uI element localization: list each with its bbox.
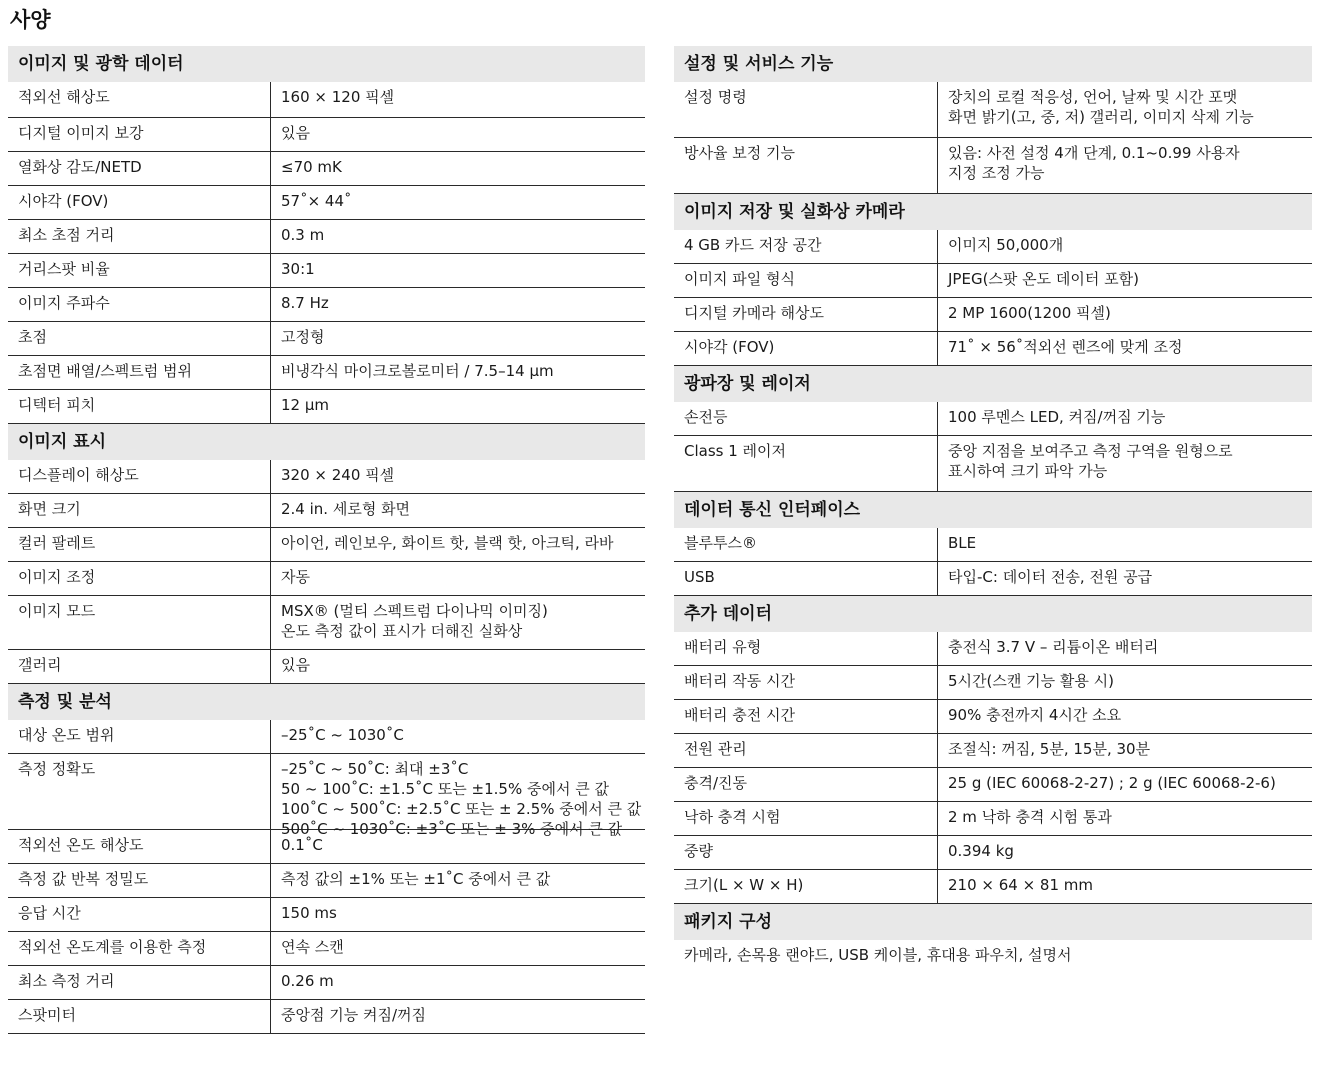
spec-value-line: 비냉각식 마이크로볼로미터 / 7.5–14 µm xyxy=(281,362,554,380)
spec-value xyxy=(938,632,1312,665)
spec-row xyxy=(674,734,1312,768)
spec-value xyxy=(271,288,645,321)
spec-row xyxy=(8,356,645,390)
spec-value-line: ≤70 mK xyxy=(281,158,342,176)
spec-row xyxy=(8,118,645,152)
spec-value-line: 온도 측정 값이 표시가 더해진 실화상 xyxy=(281,622,523,640)
spec-label: 이미지 조정 xyxy=(8,562,271,595)
spec-value-line: 25 g (IEC 60068-2-27) ; 2 g (IEC 60068-2-6) xyxy=(948,774,1276,792)
spec-value xyxy=(271,118,645,151)
spec-label: 이미지 모드 xyxy=(8,596,271,649)
spec-row xyxy=(8,932,645,966)
spec-value-line: 조절식: 꺼짐, 5분, 15분, 30분 xyxy=(948,740,1151,758)
spec-value xyxy=(938,402,1312,435)
spec-row xyxy=(674,562,1312,596)
spec-row xyxy=(674,298,1312,332)
spec-value-line: 5시간(스캔 기능 활용 시) xyxy=(948,672,1114,690)
spec-value-line: 0.3 m xyxy=(281,226,325,244)
spec-row xyxy=(8,254,645,288)
spec-row xyxy=(8,82,645,118)
spec-value xyxy=(938,82,1312,137)
spec-value-line: 충전식 3.7 V – 리튬이온 배터리 xyxy=(948,638,1159,656)
spec-value xyxy=(938,264,1312,297)
spec-label: 갤러리 xyxy=(8,650,271,683)
spec-value-line: 장치의 로컬 적응성, 언어, 날짜 및 시간 포맷 xyxy=(948,88,1238,106)
spec-value-line: –25˚C ~ 1030˚C xyxy=(281,726,404,744)
spec-row xyxy=(8,390,645,424)
spec-value-line: 2 m 낙하 충격 시험 통과 xyxy=(948,808,1112,826)
spec-row xyxy=(8,830,645,864)
spec-label: 방사율 보정 기능 xyxy=(674,138,938,193)
spec-label: 이미지 파일 형식 xyxy=(674,264,938,297)
spec-label: 적외선 온도계를 이용한 측정 xyxy=(8,932,271,965)
spec-value xyxy=(271,720,645,753)
section-header: 설정 및 서비스 기능 xyxy=(674,46,1312,82)
section-header: 이미지 저장 및 실화상 카메라 xyxy=(674,194,1312,230)
spec-value-line: 있음 xyxy=(281,656,310,674)
spec-row xyxy=(8,650,645,684)
spec-row xyxy=(8,966,645,1000)
spec-row xyxy=(8,460,645,494)
spec-row xyxy=(674,768,1312,802)
spec-value xyxy=(271,596,645,649)
spec-value-line: 자동 xyxy=(281,568,310,586)
spec-value-line: 있음 xyxy=(281,124,310,142)
spec-label: 시야각 (FOV) xyxy=(674,332,938,365)
spec-value-line: 표시하여 크기 파악 가능 xyxy=(948,462,1108,480)
spec-row xyxy=(8,898,645,932)
spec-row xyxy=(8,288,645,322)
spec-value-line: 0.394 kg xyxy=(948,842,1014,860)
spec-row xyxy=(674,836,1312,870)
spec-value xyxy=(271,932,645,965)
spec-value-line: 320 × 240 픽셀 xyxy=(281,466,395,484)
spec-row xyxy=(674,402,1312,436)
spec-value-line: 100 루멘스 LED, 켜짐/꺼짐 기능 xyxy=(948,408,1166,426)
spec-value-line: 연속 스캔 xyxy=(281,938,344,956)
spec-label: 크기(L × W × H) xyxy=(674,870,938,903)
spec-value-line: 30:1 xyxy=(281,260,315,278)
spec-row xyxy=(674,700,1312,734)
spec-value xyxy=(938,436,1312,491)
spec-row xyxy=(674,802,1312,836)
spec-value-line: 중앙 지점을 보여주고 측정 구역을 원형으로 xyxy=(948,442,1233,460)
spec-value-line: 50 ~ 100˚C: ±1.5˚C 또는 ±1.5% 중에서 큰 값 xyxy=(281,780,609,798)
section-header: 측정 및 분석 xyxy=(8,684,645,720)
spec-row xyxy=(674,332,1312,366)
spec-label: 중량 xyxy=(674,836,938,869)
spec-label: 스팟미터 xyxy=(8,1000,271,1033)
spec-label: 충격/진동 xyxy=(674,768,938,801)
spec-label: 최소 측정 거리 xyxy=(8,966,271,999)
spec-label: 응답 시간 xyxy=(8,898,271,931)
package-contents: 카메라, 손목용 랜야드, USB 케이블, 휴대용 파우치, 설명서 xyxy=(684,946,1072,964)
spec-value xyxy=(938,230,1312,263)
spec-label: 대상 온도 범위 xyxy=(8,720,271,753)
spec-value-line: 2 MP 1600(1200 픽셀) xyxy=(948,304,1111,322)
spec-value-line: 160 × 120 픽셀 xyxy=(281,88,395,106)
spec-row xyxy=(674,264,1312,298)
spec-value xyxy=(271,186,645,219)
spec-value-line: 12 µm xyxy=(281,396,330,414)
spec-row xyxy=(8,494,645,528)
spec-value-line: 2.4 in. 세로형 화면 xyxy=(281,500,411,518)
spec-value-line: 90% 충전까지 4시간 소요 xyxy=(948,706,1122,724)
spec-row xyxy=(8,528,645,562)
spec-row xyxy=(8,720,645,754)
spec-value xyxy=(271,864,645,897)
spec-label: 디지털 이미지 보강 xyxy=(8,118,271,151)
spec-label: Class 1 레이저 xyxy=(674,436,938,491)
spec-value xyxy=(938,666,1312,699)
spec-value-line: 타입-C: 데이터 전송, 전원 공급 xyxy=(948,568,1153,586)
spec-label: 적외선 온도 해상도 xyxy=(8,830,271,863)
spec-value xyxy=(271,1000,645,1033)
spec-row xyxy=(8,186,645,220)
section-header: 데이터 통신 인터페이스 xyxy=(674,492,1312,528)
spec-value xyxy=(271,650,645,683)
spec-value xyxy=(938,734,1312,767)
spec-value-line: 화면 밝기(고, 중, 저) 갤러리, 이미지 삭제 기능 xyxy=(948,108,1254,126)
spec-value xyxy=(938,768,1312,801)
spec-label: 디텍터 피치 xyxy=(8,390,271,423)
spec-label: 손전등 xyxy=(674,402,938,435)
spec-label: 컬러 팔레트 xyxy=(8,528,271,561)
spec-row xyxy=(674,138,1312,194)
spec-value-line: 500˚C ~ 1030˚C: ±3˚C 또는 ± 3% 중에서 큰 값 xyxy=(281,820,623,838)
spec-label: USB xyxy=(674,562,938,595)
spec-value-line: 고정형 xyxy=(281,328,325,346)
spec-label: 시야각 (FOV) xyxy=(8,186,271,219)
spec-value xyxy=(271,322,645,355)
spec-value-line: BLE xyxy=(948,534,977,552)
section-header: 이미지 및 광학 데이터 xyxy=(8,46,645,82)
spec-row xyxy=(8,1000,645,1034)
spec-value xyxy=(271,494,645,527)
spec-value xyxy=(271,528,645,561)
spec-value xyxy=(938,528,1312,561)
spec-row xyxy=(674,632,1312,666)
spec-label: 초점면 배열/스펙트럼 범위 xyxy=(8,356,271,389)
spec-label: 초점 xyxy=(8,322,271,355)
spec-value xyxy=(938,332,1312,365)
spec-value xyxy=(271,356,645,389)
spec-value-line: 210 × 64 × 81 mm xyxy=(948,876,1094,894)
spec-value-line: 중앙점 기능 켜짐/꺼짐 xyxy=(281,1006,427,1024)
spec-label: 낙하 충격 시험 xyxy=(674,802,938,835)
spec-label: 전원 관리 xyxy=(674,734,938,767)
section-header: 이미지 표시 xyxy=(8,424,645,460)
spec-label: 블루투스® xyxy=(674,528,938,561)
spec-label: 화면 크기 xyxy=(8,494,271,527)
spec-value-line: JPEG(스팟 온도 데이터 포함) xyxy=(948,270,1139,288)
spec-value-line: 지정 조정 가능 xyxy=(948,164,1045,182)
spec-value-line: 71˚ × 56˚적외선 렌즈에 맞게 조정 xyxy=(948,338,1183,356)
spec-row xyxy=(674,870,1312,904)
spec-value xyxy=(938,562,1312,595)
spec-label: 배터리 충전 시간 xyxy=(674,700,938,733)
section-header-package: 패키지 구성 xyxy=(674,904,1312,940)
spec-value-line: 100˚C ~ 500˚C: ±2.5˚C 또는 ± 2.5% 중에서 큰 값 xyxy=(281,800,642,818)
spec-row xyxy=(8,562,645,596)
spec-value xyxy=(271,966,645,999)
section-header: 추가 데이터 xyxy=(674,596,1312,632)
spec-label: 거리스팟 비율 xyxy=(8,254,271,287)
spec-row xyxy=(8,322,645,356)
spec-label: 배터리 작동 시간 xyxy=(674,666,938,699)
page-title: 사양 xyxy=(10,8,51,32)
spec-value-line: 150 ms xyxy=(281,904,337,922)
spec-label: 측정 값 반복 정밀도 xyxy=(8,864,271,897)
spec-label: 열화상 감도/NETD xyxy=(8,152,271,185)
spec-row xyxy=(8,220,645,254)
spec-value-line: 아이언, 레인보우, 화이트 핫, 블랙 핫, 아크틱, 라바 xyxy=(281,534,614,552)
spec-label: 적외선 해상도 xyxy=(8,82,271,117)
spec-value-line: 57˚× 44˚ xyxy=(281,192,352,210)
spec-row xyxy=(674,82,1312,138)
spec-label: 배터리 유형 xyxy=(674,632,938,665)
spec-row xyxy=(674,528,1312,562)
spec-value xyxy=(271,152,645,185)
spec-label: 디지털 카메라 해상도 xyxy=(674,298,938,331)
spec-value-line: 0.26 m xyxy=(281,972,334,990)
spec-row xyxy=(8,754,645,838)
spec-value xyxy=(271,830,645,863)
spec-row xyxy=(8,864,645,898)
spec-value-line: 이미지 50,000개 xyxy=(948,236,1064,254)
spec-value-line: 측정 값의 ±1% 또는 ±1˚C 중에서 큰 값 xyxy=(281,870,551,888)
spec-value xyxy=(271,390,645,423)
spec-value xyxy=(938,870,1312,903)
spec-label: 4 GB 카드 저장 공간 xyxy=(674,230,938,263)
spec-value xyxy=(938,700,1312,733)
spec-value-line: 8.7 Hz xyxy=(281,294,329,312)
spec-value xyxy=(938,802,1312,835)
spec-value xyxy=(938,138,1312,193)
spec-label: 디스플레이 해상도 xyxy=(8,460,271,493)
spec-value xyxy=(271,254,645,287)
left-spec-column xyxy=(8,46,645,1034)
spec-label: 이미지 주파수 xyxy=(8,288,271,321)
spec-value xyxy=(938,298,1312,331)
spec-value xyxy=(271,220,645,253)
spec-label: 설정 명령 xyxy=(674,82,938,137)
right-spec-column xyxy=(674,46,1312,965)
spec-value xyxy=(271,898,645,931)
spec-value-line: MSX® (멀티 스펙트럼 다이나믹 이미징) xyxy=(281,602,548,620)
spec-value xyxy=(938,836,1312,869)
right-spec-sections xyxy=(674,46,1312,904)
spec-value xyxy=(271,562,645,595)
spec-value xyxy=(271,754,645,838)
section-header: 광파장 및 레이저 xyxy=(674,366,1312,402)
spec-row xyxy=(674,436,1312,492)
spec-value xyxy=(271,460,645,493)
spec-value-line: 0.1˚C xyxy=(281,836,323,854)
spec-row xyxy=(674,230,1312,264)
spec-value-line: –25˚C ~ 50˚C: 최대 ±3˚C xyxy=(281,760,469,778)
spec-row xyxy=(674,666,1312,700)
spec-value xyxy=(271,82,645,117)
spec-label: 측정 정확도 xyxy=(8,754,271,829)
spec-label: 최소 초점 거리 xyxy=(8,220,271,253)
spec-value-line: 있음: 사전 설정 4개 단계, 0.1~0.99 사용자 xyxy=(948,144,1240,162)
spec-row xyxy=(8,152,645,186)
spec-row xyxy=(8,596,645,650)
